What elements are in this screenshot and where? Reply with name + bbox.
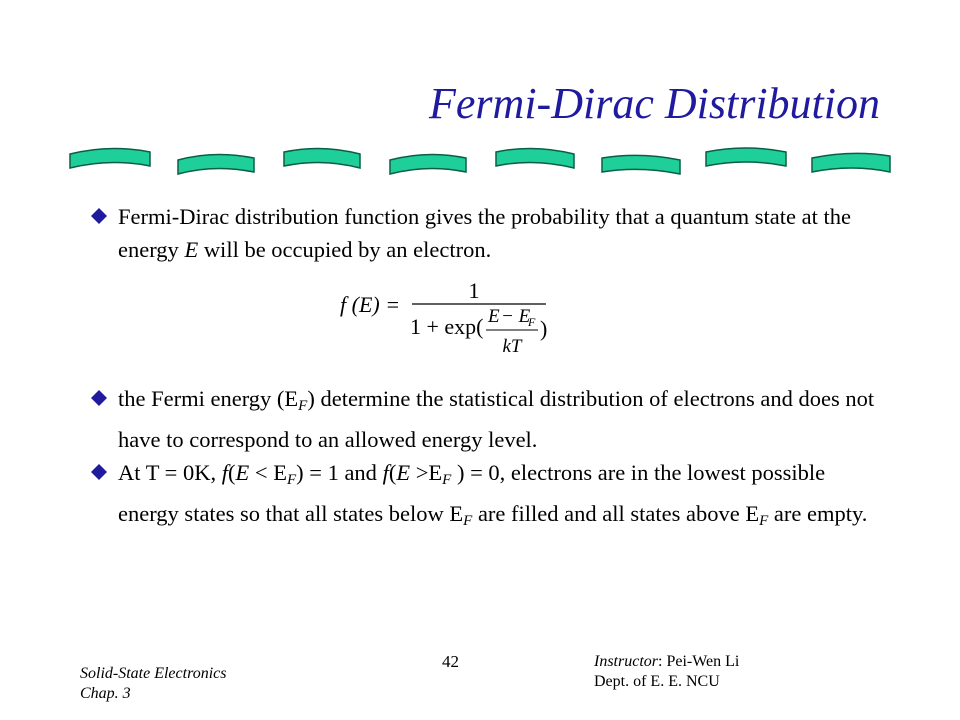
bullet-item-3	[90, 456, 890, 538]
formula-inner-denominator: kT	[502, 336, 522, 357]
diamond-bullet-icon	[90, 463, 108, 481]
squiggle-2	[178, 154, 254, 174]
formula-denominator-suffix: )	[540, 316, 548, 341]
bullet-text: the Fermi energy $(E_F)$ determine the statistical distribution of electrons and does not have to correspond to an allowed energy level.	[118, 386, 875, 452]
formula-inner-numerator-minus: − E	[501, 306, 531, 327]
chapter-label: Chap. 3	[80, 685, 131, 702]
department-label: Dept. of E. E. NCU	[594, 673, 720, 690]
squiggle-7	[706, 148, 786, 166]
bullet-item-1	[90, 200, 890, 266]
formula-inner-numerator-e: E	[488, 306, 500, 327]
formula-lhs: f (E) =	[340, 292, 401, 317]
instructor-label: Instructor	[594, 653, 658, 670]
fermi-dirac-formula	[340, 278, 560, 358]
squiggle-4	[390, 154, 466, 174]
squiggle-1	[70, 148, 150, 168]
diamond-bullet-icon	[90, 389, 108, 407]
squiggle-divider	[66, 142, 896, 182]
squiggle-8	[812, 153, 890, 172]
bullet-text: At T = 0K, $f(E < E_F) = 1$ and $f(E >E_F$ ) = 0, electrons are in the lowest possible energy states so that all states below $E_F$ are filled and all states above $E_F$ are empty.	[118, 460, 868, 529]
page-number: 42	[442, 652, 459, 671]
squiggle-6	[602, 155, 680, 174]
bullet-text: Fermi-Dirac distribution function gives the probability that a quantum state at the energy E will be occupied by an electron.	[118, 204, 851, 262]
diamond-bullet-icon	[90, 207, 108, 225]
instructor-name: : Pei-Wen Li	[658, 653, 740, 670]
formula-inner-numerator-sub: F	[528, 315, 536, 329]
footer-instructor	[594, 652, 739, 692]
bullet-item-2	[90, 382, 890, 456]
course-name: Solid-State Electronics	[80, 665, 227, 682]
slide-title: Fermi-Dirac Distribution	[429, 79, 880, 128]
squiggle-3	[284, 148, 360, 168]
footer-course	[80, 664, 226, 704]
formula-denominator-prefix: 1 + exp(	[410, 314, 484, 339]
squiggle-5	[496, 148, 574, 168]
formula-numerator: 1	[468, 278, 480, 303]
